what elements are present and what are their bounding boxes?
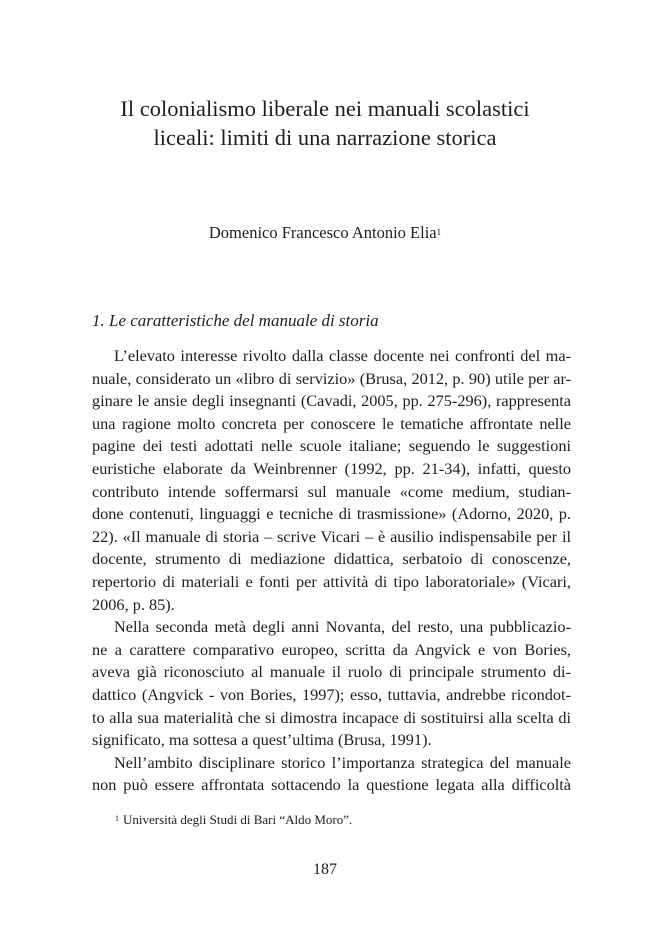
footnote-marker: 1 xyxy=(115,814,119,823)
body-line: non può essere affrontata sottacendo la questione legata alla difficoltà xyxy=(92,775,571,795)
body-line: contributo intende soffermarsi sul manuale «come medium, studian- xyxy=(92,481,571,501)
page-title xyxy=(60,94,590,152)
body-line: Nella seconda metà degli anni Novanta, del resto, una pubblicazio- xyxy=(114,617,571,637)
body-text xyxy=(92,345,571,797)
title-line-2: liceali: limiti di una narrazione storica xyxy=(153,125,497,150)
body-line: 2006, p. 85). xyxy=(92,594,175,614)
body-line: L’elevato interesse rivolto dalla classe docente nei confronti del ma- xyxy=(114,346,571,365)
author-line xyxy=(60,222,590,244)
body-line: significato, ma sottesa a quest’ultima (Brusa, 1991). xyxy=(92,730,432,750)
body-line: to alla sua materialità che si dimostra incapace di sostituirsi alla scelta di xyxy=(92,707,571,727)
section-heading: 1. Le caratteristiche del manuale di storia xyxy=(92,311,379,330)
body-line: 22). «Il manuale di storia – scrive Vicari – è ausilio indispensabile per il xyxy=(92,526,571,546)
body-line: Nell’ambito disciplinare storico l’importanza strategica del manuale xyxy=(114,752,571,772)
page-number: 187 xyxy=(313,861,337,878)
author-name: Domenico Francesco Antonio Elia xyxy=(208,223,437,242)
author-footnote-marker: 1 xyxy=(436,227,442,237)
body-line: repertorio di materiali e fonti per attività di tipo laboratoriale» (Vicari, xyxy=(92,571,571,591)
body-line: docente, strumento di mediazione didattica, serbatoio di conoscenze, xyxy=(92,549,571,569)
footnote-text: Università degli Studi di Bari “Aldo Moro”. xyxy=(123,812,353,827)
body-line: ginare le ansie degli insegnanti (Cavadi, 2005, pp. 275-296), rappresenta xyxy=(92,391,571,411)
body-line: ne a carattere comparativo europeo, scritta da Angvick e von Bories, xyxy=(92,639,571,659)
body-line: done contenuti, linguaggi e tecniche di trasmissione» (Adorno, 2020, p. xyxy=(92,504,571,524)
body-line: aveva già riconosciuto al manuale il ruolo di principale strumento di- xyxy=(92,662,571,682)
body-line: pagine dei testi adottati nelle scuole italiane; seguendo le suggestioni xyxy=(92,436,571,456)
footnote xyxy=(115,811,352,829)
body-line: una ragione molto concreta per conoscere le tematiche affrontate nelle xyxy=(92,413,571,433)
body-line: dattico (Angvick - von Bories, 1997); esso, tuttavia, andrebbe ricondot- xyxy=(92,684,571,704)
body-line: nuale, considerato un «libro di servizio» (Brusa, 2012, p. 90) utile per ar- xyxy=(92,368,571,388)
title-line-1: Il colonialismo liberale nei manuali scolastici xyxy=(120,96,530,121)
body-line: euristiche elaborate da Weinbrenner (1992, pp. 21-34), infatti, questo xyxy=(92,458,571,478)
